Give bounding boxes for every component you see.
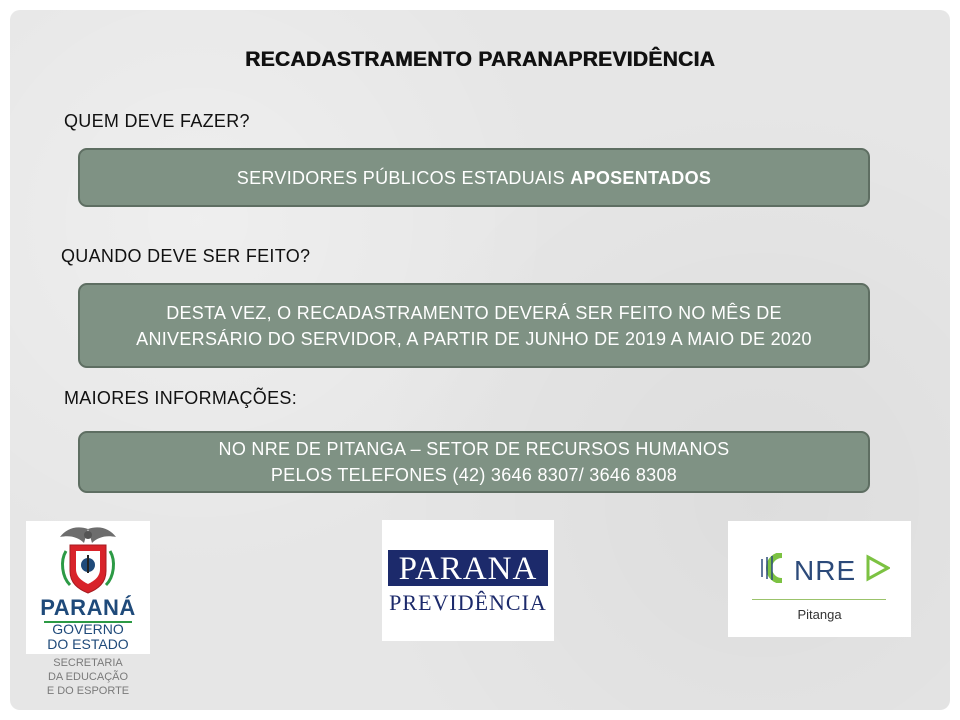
parana-wordmark: PARANÁ [40,595,136,620]
question-more-info: MAIORES INFORMAÇÕES: [64,388,298,408]
question-who: QUEM DEVE FAZER? [64,111,250,131]
parana-coat-of-arms-icon [26,521,150,595]
answer-when-text: DESTA VEZ, O RECADASTRAMENTO DEVERÁ SER FEITO NO MÊS DE ANIVERSÁRIO DO SERVIDOR, A PARTIR DE JUNHO DE 2019 A MAIO DE 2020 [136,302,812,349]
secretaria-label [26,656,150,698]
answer-who-text [237,165,711,191]
answer-info-line2: PELOS TELEFONES (42) 3646 8307/ 3646 8308 [270,465,678,485]
answer-box-more-info [78,431,870,493]
parana-gov-label [26,622,150,652]
nre-pitanga-logo [728,521,911,637]
answer-who-bold: APOSENTADOS [570,167,712,188]
nre-arrow-icon [866,553,890,583]
paranaprevidencia-logo [382,520,554,641]
answer-box-who [78,148,870,207]
paranaprevidencia-bottom: PREVIDÊNCIA [389,590,547,615]
secretaria-line1: SECRETARIA [53,657,123,669]
slide-title: RECADASTRAMENTO PARANAPREVIDÊNCIA [245,48,715,71]
nre-wordmark: NRE [794,555,857,586]
slide [10,10,950,710]
paranaprevidencia-top: PARANA [388,550,548,586]
answer-who-normal: SERVIDORES PÚBLICOS ESTADUAIS [236,167,571,188]
nre-city: Pitanga [797,607,842,622]
nre-mark [752,553,892,586]
secretaria-line2: DA EDUCAÇÃO [47,671,129,683]
secretaria-line3: E DO ESPORTE [46,685,130,697]
parana-gov-line2: DO ESTADO [47,636,129,652]
question-when: QUANDO DEVE SER FEITO? [61,246,311,266]
answer-box-when [78,283,870,368]
nre-divider [752,599,886,600]
parana-government-logo [26,521,150,654]
parana-gov-line1: GOVERNO [52,621,124,637]
nre-half-circle-icon [752,553,792,583]
answer-info-line1: NO NRE DE PITANGA – SETOR DE RECURSOS HUMANOS [218,439,730,459]
